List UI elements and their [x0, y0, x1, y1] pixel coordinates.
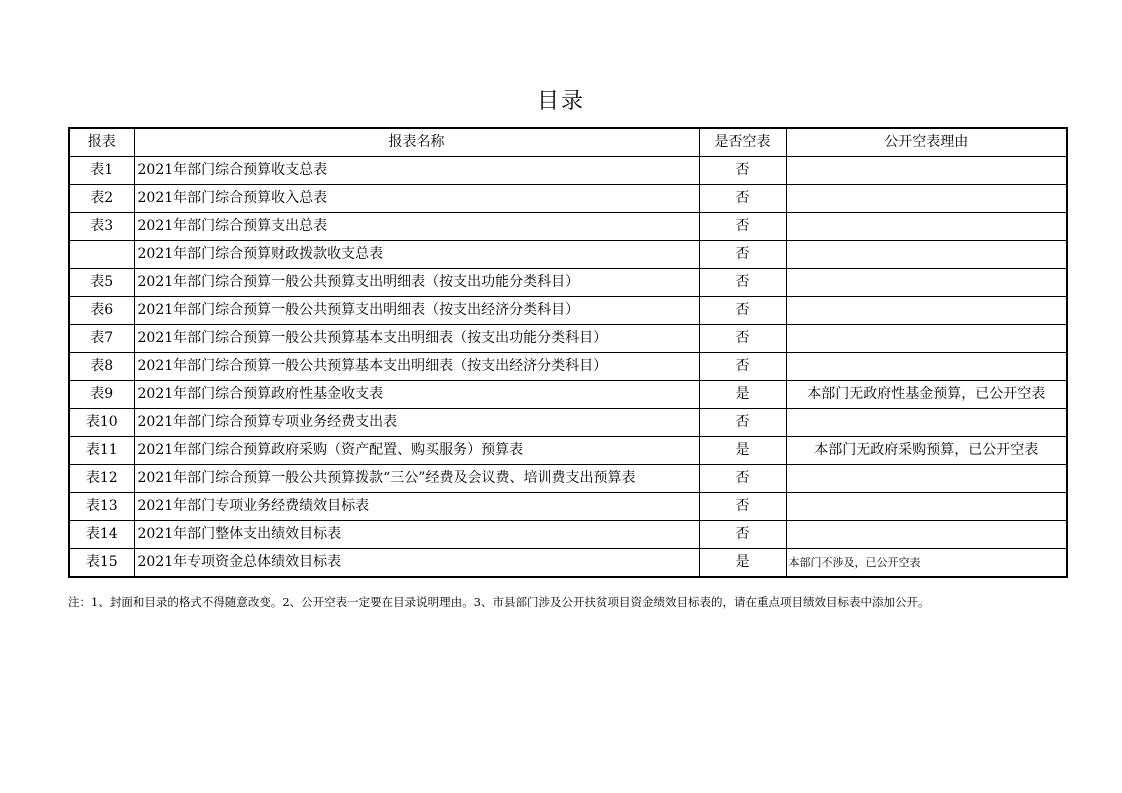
report-id-cell: [69, 241, 134, 269]
header-is-empty: 是否空表: [699, 128, 786, 157]
report-id-cell: 表6: [69, 297, 134, 325]
empty-reason-cell: [786, 297, 1067, 325]
is-empty-cell: 否: [699, 157, 786, 185]
is-empty-cell: 否: [699, 241, 786, 269]
empty-reason-cell: [786, 269, 1067, 297]
table-row: [69, 521, 1067, 549]
report-name-cell: 2021年部门综合预算一般公共预算支出明细表（按支出经济分类科目）: [134, 297, 699, 325]
is-empty-cell: 否: [699, 353, 786, 381]
is-empty-cell: 否: [699, 325, 786, 353]
report-id-cell: 表11: [69, 437, 134, 465]
table-row: [69, 297, 1067, 325]
is-empty-cell: 否: [699, 521, 786, 549]
report-name-cell: 2021年部门综合预算支出总表: [134, 213, 699, 241]
is-empty-cell: 否: [699, 185, 786, 213]
report-name-cell: 2021年部门综合预算一般公共预算拨款“三公”经费及会议费、培训费支出预算表: [134, 465, 699, 493]
report-name-cell: 2021年部门综合预算收支总表: [134, 157, 699, 185]
report-name-cell: 2021年部门综合预算政府采购（资产配置、购买服务）预算表: [134, 437, 699, 465]
empty-reason-cell: [786, 465, 1067, 493]
report-index-table: [68, 127, 1068, 578]
empty-reason-cell: 本部门无政府性基金预算，已公开空表: [786, 381, 1067, 409]
report-id-cell: 表7: [69, 325, 134, 353]
table-row: [69, 493, 1067, 521]
report-name-cell: 2021年部门综合预算一般公共预算支出明细表（按支出功能分类科目）: [134, 269, 699, 297]
header-report-name: 报表名称: [134, 128, 699, 157]
is-empty-cell: 否: [699, 493, 786, 521]
table-row: [69, 185, 1067, 213]
table-row: [69, 381, 1067, 409]
report-id-cell: 表10: [69, 409, 134, 437]
empty-reason-cell: 本部门无政府采购预算，已公开空表: [786, 437, 1067, 465]
table-row: [69, 437, 1067, 465]
page-title: 目录: [536, 89, 585, 114]
is-empty-cell: 是: [699, 381, 786, 409]
table-row: [69, 465, 1067, 493]
report-id-cell: 表2: [69, 185, 134, 213]
report-id-cell: 表5: [69, 269, 134, 297]
table-row: [69, 325, 1067, 353]
empty-reason-cell: [786, 493, 1067, 521]
table-row: [69, 213, 1067, 241]
table-row: [69, 353, 1067, 381]
is-empty-cell: 否: [699, 269, 786, 297]
report-name-cell: 2021年部门专项业务经费绩效目标表: [134, 493, 699, 521]
table-row: [69, 549, 1067, 578]
table-row: [69, 241, 1067, 269]
empty-reason-cell: [786, 185, 1067, 213]
is-empty-cell: 否: [699, 465, 786, 493]
report-id-cell: 表8: [69, 353, 134, 381]
empty-reason-cell: [786, 213, 1067, 241]
empty-reason-cell: 本部门不涉及，已公开空表: [786, 549, 1067, 578]
is-empty-cell: 是: [699, 549, 786, 578]
report-name-cell: 2021年部门综合预算一般公共预算基本支出明细表（按支出功能分类科目）: [134, 325, 699, 353]
empty-reason-cell: [786, 409, 1067, 437]
table-header-row: [69, 128, 1067, 157]
table-row: [69, 409, 1067, 437]
is-empty-cell: 否: [699, 297, 786, 325]
empty-reason-cell: [786, 157, 1067, 185]
report-name-cell: 2021年部门综合预算一般公共预算基本支出明细表（按支出经济分类科目）: [134, 353, 699, 381]
empty-reason-cell: [786, 521, 1067, 549]
header-empty-reason: 公开空表理由: [786, 128, 1067, 157]
empty-reason-cell: [786, 353, 1067, 381]
report-name-cell: 2021年部门整体支出绩效目标表: [134, 521, 699, 549]
table-row: [69, 269, 1067, 297]
report-id-cell: 表13: [69, 493, 134, 521]
header-report-id: 报表: [69, 128, 134, 157]
report-name-cell: 2021年部门综合预算财政拨款收支总表: [134, 241, 699, 269]
is-empty-cell: 否: [699, 213, 786, 241]
report-id-cell: 表3: [69, 213, 134, 241]
empty-reason-cell: [786, 241, 1067, 269]
report-name-cell: 2021年部门综合预算收入总表: [134, 185, 699, 213]
report-id-cell: 表12: [69, 465, 134, 493]
table-row: [69, 157, 1067, 185]
footnote: 注：1、封面和目录的格式不得随意改变。2、公开空表一定要在目录说明理由。3、市县部门涉及公开扶贫项目资金绩效目标表的，请在重点项目绩效目标表中添加公开。: [68, 595, 930, 609]
is-empty-cell: 是: [699, 437, 786, 465]
report-id-cell: 表14: [69, 521, 134, 549]
report-name-cell: 2021年部门综合预算政府性基金收支表: [134, 381, 699, 409]
report-name-cell: 2021年部门综合预算专项业务经费支出表: [134, 409, 699, 437]
empty-reason-cell: [786, 325, 1067, 353]
report-name-cell: 2021年专项资金总体绩效目标表: [134, 549, 699, 578]
is-empty-cell: 否: [699, 409, 786, 437]
report-id-cell: 表15: [69, 549, 134, 578]
report-id-cell: 表1: [69, 157, 134, 185]
report-id-cell: 表9: [69, 381, 134, 409]
